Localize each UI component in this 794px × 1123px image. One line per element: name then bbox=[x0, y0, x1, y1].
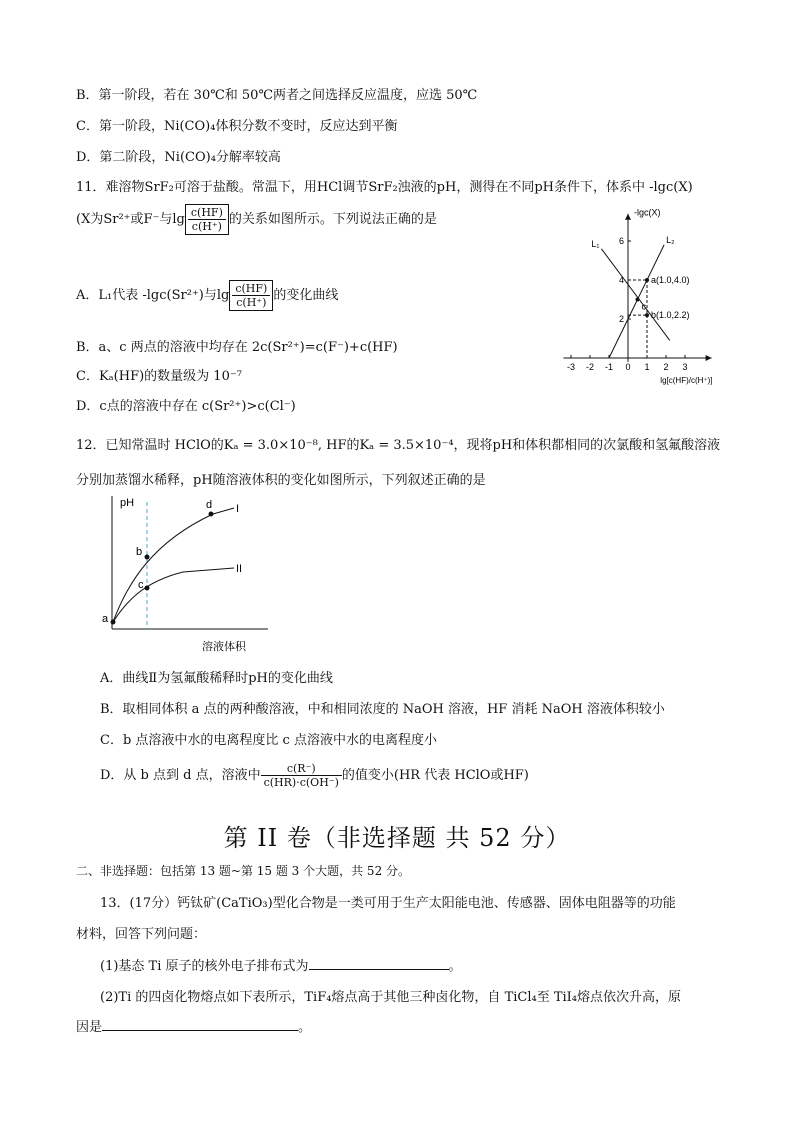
q11-frac-den: c(H⁺) bbox=[191, 220, 222, 233]
q13-part-1 bbox=[100, 955, 462, 974]
point-label-c: c bbox=[138, 579, 144, 591]
point-label-b: b(1.0,2.2) bbox=[651, 310, 690, 321]
q12-option-d-end: 的值变小(HR 代表 HClO或HF) bbox=[341, 768, 529, 783]
x-tick-label: 3 bbox=[682, 362, 688, 372]
q13-part-2-blank[interactable] bbox=[102, 1018, 298, 1031]
q11-option-a bbox=[76, 280, 338, 311]
point-label-a: a bbox=[102, 613, 109, 625]
point-label-d: d bbox=[206, 499, 213, 511]
x-tick-label: 2 bbox=[663, 362, 669, 372]
x-axis-label: 溶液体积 bbox=[202, 641, 246, 653]
q13-part-2-end: 。 bbox=[298, 1020, 312, 1035]
section-intro: 二、非选择题：包括第 13 题~第 15 题 3 个大题，共 52 分。 bbox=[76, 864, 411, 878]
q13-part-2-reason: 因是 bbox=[76, 1020, 103, 1035]
point-d bbox=[209, 512, 214, 517]
point-label-c: c bbox=[641, 301, 646, 312]
q13-part-1-end: 。 bbox=[448, 959, 462, 974]
q11-stem: 11．难溶物SrF₂可溶于盐酸。常温下，用HCl调节SrF₂浊液的pH，测得在不同pH条件下，体系中 -lgc(X) bbox=[76, 180, 693, 195]
q13-part-1-text: (1)基态 Ti 原子的核外电子排布式为 bbox=[100, 959, 309, 974]
q11-a-frac-den: c(H⁺) bbox=[236, 296, 267, 309]
series-line-1 bbox=[601, 249, 669, 341]
point-label-b: b bbox=[136, 546, 143, 558]
point-b bbox=[145, 555, 150, 560]
q13-part-2: (2)Ti 的四卤化物熔点如下表所示，TiF₄熔点高于其他三种卤化物，自 TiCl₄至 TiI₄熔点依次升高，原 bbox=[100, 990, 682, 1005]
q10-option-c: C．第一阶段，Ni(CO)₄体积分数不变时，反应达到平衡 bbox=[76, 119, 398, 134]
y-tick-label: 6 bbox=[618, 236, 624, 246]
q12-option-d-fraction bbox=[261, 762, 342, 789]
q12-stem: 12．已知常温时 HClO的Kₐ = 3.0×10⁻⁸, HF的Kₐ = 3.5×10⁻⁴，现将pH和体积都相同的次氯酸和氢氟酸溶液 bbox=[76, 438, 721, 453]
q11-stem-2a: (X为Sr²⁺或F⁻与lg bbox=[76, 212, 185, 227]
curve-ii bbox=[113, 568, 234, 622]
q12-option-b: B．取相同体积 a 点的两种酸溶液，中和相同浓度的 NaOH 溶液，HF 消耗 NaOH 溶液体积较小 bbox=[100, 702, 665, 717]
q12-d-frac-num: c(R⁻) bbox=[261, 762, 342, 776]
x-tick-label: 0 bbox=[625, 362, 631, 372]
q12-option-d-text: D．从 b 点到 d 点，溶液中 bbox=[100, 768, 261, 783]
y-axis-label: -lgc(X) bbox=[634, 207, 661, 218]
curve-i-label: I bbox=[236, 503, 240, 515]
q13-stem: 13．(17分）钙钛矿(CaTiO₃)型化合物是一类可用于生产太阳能电池、传感器、固体电阻器等的功能 bbox=[100, 896, 676, 911]
x-axis-label: lg[c(HF)/c(H⁺)] bbox=[660, 376, 713, 385]
y-tick-label: 4 bbox=[618, 275, 624, 285]
q11-option-a-end: 的变化曲线 bbox=[273, 288, 339, 303]
q11-frac-num: c(HF) bbox=[188, 206, 226, 220]
q10-option-d: D．第二阶段，Ni(CO)₄分解率较高 bbox=[76, 150, 281, 165]
q11-a-frac-num: c(HF) bbox=[232, 282, 270, 296]
x-tick-label: 1 bbox=[644, 362, 650, 372]
q10-option-b: B．第一阶段，若在 30℃和 50℃两者之间选择反应温度，应选 50℃ bbox=[76, 88, 478, 103]
curve-ii-label: II bbox=[236, 563, 243, 575]
q11-option-c: C．Kₐ(HF)的数量级为 10⁻⁷ bbox=[76, 369, 242, 384]
x-tick-label: -1 bbox=[604, 362, 614, 372]
series-label-2: L₂ bbox=[666, 234, 675, 245]
y-tick-label: 2 bbox=[618, 314, 624, 324]
point-c bbox=[636, 298, 640, 302]
q11-option-d: D．c点的溶液中存在 c(Sr²⁺)>c(Cl⁻) bbox=[76, 399, 296, 414]
q13-part-2-cont bbox=[76, 1016, 311, 1035]
series-label-1: L₁ bbox=[591, 238, 600, 249]
y-axis-label: pH bbox=[120, 497, 135, 509]
q11-option-a-fraction bbox=[229, 280, 273, 311]
q12-option-a: A．曲线Ⅱ为氢氟酸稀释时pH的变化曲线 bbox=[100, 671, 333, 686]
q11-fraction bbox=[185, 204, 229, 235]
q11-stem-2 bbox=[76, 204, 437, 235]
q11-chart bbox=[560, 200, 730, 400]
x-tick-label: -2 bbox=[585, 362, 595, 372]
q11-option-a-text: A．L₁代表 -lgc(Sr²⁺)与lg bbox=[76, 288, 230, 303]
point-a bbox=[111, 620, 116, 625]
section-title: 第 II 卷（非选择题 共 52 分） bbox=[223, 824, 571, 852]
q12-d-frac-den: c(HR)·c(OH⁻) bbox=[263, 776, 339, 789]
point-label-a: a(1.0,4.0) bbox=[651, 275, 690, 285]
q11-stem-2b: 的关系如图所示。下列说法正确的是 bbox=[228, 212, 437, 227]
q12-option-c: C．b 点溶液中水的电离程度比 c 点溶液中水的电离程度小 bbox=[100, 733, 437, 748]
q13-part-1-blank[interactable] bbox=[309, 957, 449, 970]
q12-stem-2: 分别加蒸馏水稀释，pH随溶液体积的变化如图所示，下列叙述正确的是 bbox=[76, 473, 486, 488]
y-axis-arrow bbox=[625, 214, 631, 220]
q13-stem-2: 材料，回答下列问题： bbox=[76, 927, 207, 942]
q12-option-d bbox=[100, 762, 529, 789]
series-line-2 bbox=[609, 245, 664, 358]
q12-chart bbox=[98, 492, 278, 657]
x-tick-label: -3 bbox=[566, 362, 576, 372]
point-c bbox=[145, 586, 150, 591]
curve-i bbox=[113, 508, 234, 622]
x-axis-arrow bbox=[706, 355, 712, 361]
q11-option-b: B．a、c 两点的溶液中均存在 2c(Sr²⁺)=c(F⁻)+c(HF) bbox=[76, 340, 398, 355]
